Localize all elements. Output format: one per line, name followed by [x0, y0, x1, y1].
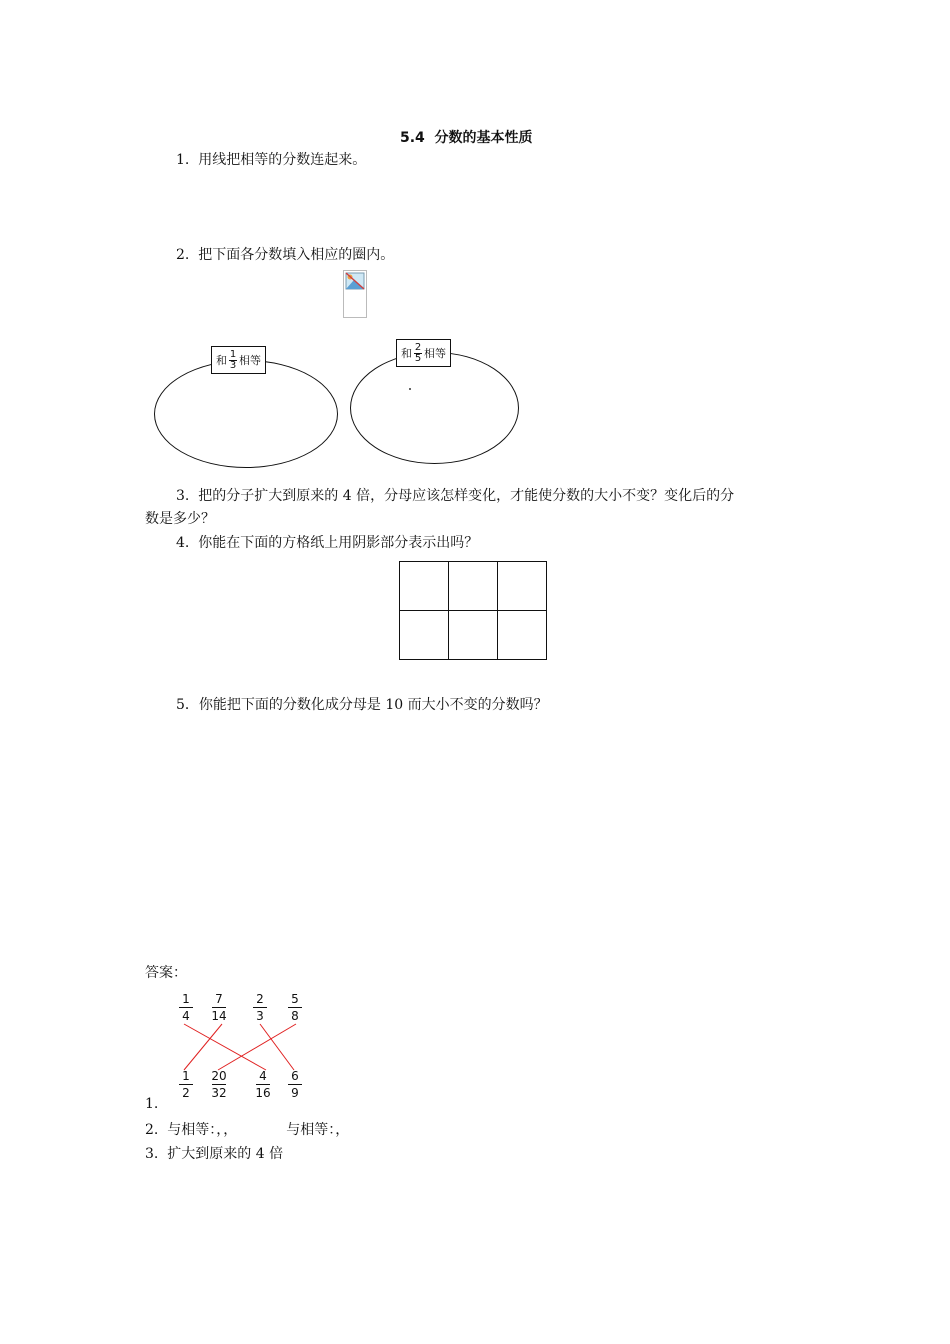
answer-top-fraction-3: [248, 992, 272, 1023]
answer-1: 1.: [145, 1096, 159, 1112]
image-placeholder-icon: [343, 270, 367, 318]
left-label-prefix: 和: [216, 354, 227, 367]
page-title: 5.4 分数的基本性质: [400, 130, 533, 146]
numerator: 5: [291, 992, 299, 1006]
answer-top-fraction-4: [283, 992, 307, 1023]
question-5: 5．你能把下面的分数化成分母是 10 而大小不变的分数吗？: [176, 697, 548, 713]
question-2: 2. 把下面各分数填入相应的圈内。: [176, 247, 395, 263]
numerator: 4: [259, 1069, 267, 1083]
answer-2: 2. 与相等：，， 与相等：，: [145, 1122, 350, 1138]
question-3-line-1: 3. 把的分子扩大到原来的 4 倍，分母应该怎样变化，才能使分数的大小不变？变化后的分: [176, 488, 735, 504]
left-label-fraction: [229, 350, 237, 371]
denominator: 32: [211, 1086, 227, 1100]
grid-cell: [400, 611, 449, 660]
right-label-fraction: [414, 343, 422, 364]
question-1: 1. 用线把相等的分数连起来。: [176, 152, 367, 168]
denominator: 8: [291, 1009, 299, 1023]
right-label-numerator: 2: [414, 341, 422, 353]
numerator: 1: [182, 992, 190, 1006]
numerator: 7: [215, 992, 223, 1006]
right-circle: [350, 352, 519, 464]
answer-bottom-fraction-4: [283, 1069, 307, 1100]
answer-top-fraction-1: [174, 992, 198, 1023]
numerator: 20: [211, 1069, 227, 1083]
grid-cell: [449, 562, 498, 611]
grid-cell: [449, 611, 498, 660]
grid-cell: [498, 562, 547, 611]
grid-paper: [399, 561, 547, 660]
right-label-denominator: 5: [414, 352, 422, 364]
right-label-prefix: 和: [401, 347, 412, 360]
match-line-5-8-to-20-32: [218, 1024, 296, 1070]
left-circle: [154, 360, 338, 468]
numerator: 6: [291, 1069, 299, 1083]
left-label-suffix: 相等: [239, 354, 261, 367]
answer-3: 3. 扩大到原来的 4 倍: [145, 1146, 284, 1162]
denominator: 3: [256, 1009, 264, 1023]
left-label-numerator: 1: [229, 348, 237, 360]
right-label-suffix: 相等: [424, 347, 446, 360]
question-4: 4. 你能在下面的方格纸上用阴影部分表示出吗？: [176, 535, 479, 551]
right-circle-label: [396, 339, 451, 367]
answer-bottom-fraction-1: [174, 1069, 198, 1100]
left-label-denominator: 3: [229, 359, 237, 371]
answer-top-fraction-2: [207, 992, 231, 1023]
answers-heading: 答案：: [145, 965, 187, 981]
question-3-line-2: 数是多少？: [145, 511, 215, 527]
grid-cell: [498, 611, 547, 660]
denominator: 9: [291, 1086, 299, 1100]
denominator: 4: [182, 1009, 190, 1023]
match-line-2-3-to-6-9: [260, 1024, 294, 1070]
grid-cell: [400, 562, 449, 611]
denominator: 2: [182, 1086, 190, 1100]
numerator: 2: [256, 992, 264, 1006]
answer-bottom-fraction-3: [251, 1069, 275, 1100]
match-line-1-4-to-4-16: [184, 1024, 266, 1070]
matching-lines: [170, 1020, 310, 1075]
denominator: 14: [211, 1009, 227, 1023]
stray-dot: [409, 388, 411, 390]
numerator: 1: [182, 1069, 190, 1083]
denominator: 16: [255, 1086, 271, 1100]
match-line-7-14-to-1-2: [184, 1024, 222, 1070]
answer-bottom-fraction-2: [207, 1069, 231, 1100]
left-circle-label: [211, 346, 266, 374]
